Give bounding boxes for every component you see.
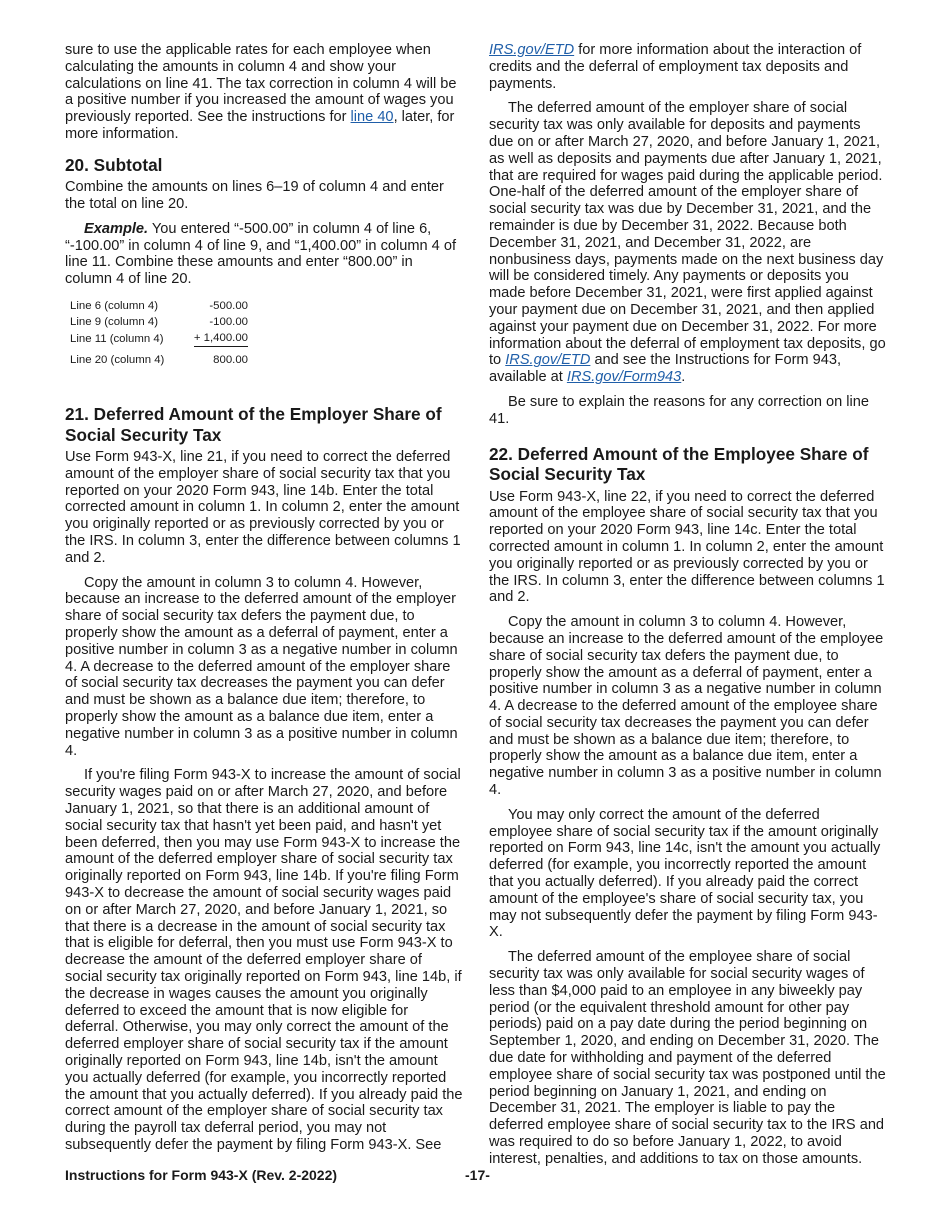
calc-label: Line 6 (column 4) <box>70 300 159 313</box>
deferred-text-end: . <box>681 369 686 386</box>
deferred-text-mid: and see the Instructions for Form 943, available at <box>489 352 842 386</box>
calc-row <box>70 314 248 330</box>
calc-total-row <box>70 348 248 368</box>
intro-text-end: , later, for more information. <box>65 109 455 142</box>
calc-label: Line 11 (column 4) <box>70 333 164 346</box>
heading-21-employer-share: 21. Deferred Amount of the Employer Share of Social Security Tax <box>65 404 442 445</box>
calc-value: 800.00 <box>213 354 248 367</box>
left-column <box>65 42 463 1162</box>
continued-text: for more information about the interaction of credits and the deferral of employment tax deposits and payments. <box>489 42 862 92</box>
line-22-paragraph-2: Copy the amount in column 3 to column 4. However, because an increase to the deferred amount of the employee share of social security tax defers the payment due, to properly show the amount as a deferral of payment, enter a positive number in column 3 as a negative number in column 4. A decrease to the deferred amount of the employee share of social security tax decreases the payment you can defer and must be shown as a balance due item; therefore, to properly show the amount as a balance due item, enter a negative number in column 3 as a positive number in column 4. <box>489 614 884 799</box>
heading-20-subtotal: 20. Subtotal <box>65 154 163 175</box>
line-22-paragraph-1: Use Form 943-X, line 22, if you need to correct the deferred amount of the employee share of social security tax that you reported on your 2020 Form 943, line 14c. Enter the total corrected amount in column 1. In column 2, enter the amount you originally reported or as previously corrected by you or the IRS. In column 3, enter the difference between columns 1 and 2. <box>489 488 885 606</box>
intro-text: sure to use the applicable rates for each employee when calculating the amounts in column 4 and show your calculations on line 41. The tax correction in column 4 will be a positive number if you increased the amount of wages you previously reported. See the instructions for <box>65 42 457 126</box>
deferred-paragraph <box>489 100 887 386</box>
calc-label: Line 9 (column 4) <box>70 316 159 329</box>
line-40-link[interactable]: line 40 <box>350 109 394 126</box>
intro-paragraph <box>65 42 463 143</box>
calc-value: -100.00 <box>209 316 248 329</box>
page-number: -17- <box>465 1167 490 1183</box>
line-21-paragraph-2: Copy the amount in column 3 to column 4. However, because an increase to the deferred amount of the employer share of social security tax defers the payment due, to properly show the amount as a deferral of payment, enter a positive number in column 3 as a negative number in column 4. A decrease to the deferred amount of the employer share of social security tax decreases the payment you can defer and must be shown as a balance due item; therefore, to properly show the amount as a balance due item, enter a negative number in column 3 as a positive number in column 4. <box>65 574 458 759</box>
footer-form-label: Instructions for Form 943-X (Rev. 2-2022) <box>65 1167 338 1183</box>
calc-row <box>70 330 248 348</box>
line-22-paragraph-3: You may only correct the amount of the deferred employee share of social security tax if the amount originally reported on Form 943, line 14c, isn't the amount you actually deferred (for example, you incorrectly reported the amount that you actually deferred). If you already paid the correct amount of the employee's share of social security tax, you may not subsequently defer the payment by filing Form 943-X. <box>489 806 881 941</box>
example-label: Example. <box>84 220 149 237</box>
irs-etd-link[interactable]: IRS.gov/ETD <box>505 352 591 369</box>
right-column <box>489 42 887 1176</box>
line-22-paragraph-4: The deferred amount of the employee share of social security tax was only available for social security wages of less than $4,000 paid to an employee in any biweekly pay period (or the equivalent threshold amount for other pay periods) paid on a pay date during the period beginning on September 1, 2020, and ending on December 31, 2020. The due date for withholding and payment of the deferred employee share of social security tax was postponed until the period beginning on January 1, 2021, and ending on December 31, 2021. The employer is liable to pay the deferred employee share of social security tax to the IRS and was required to do so before January 1, 2022, to avoid interest, penalties, and additions to tax on those amounts. <box>489 949 886 1167</box>
irs-form943-link[interactable]: IRS.gov/Form943 <box>566 369 682 386</box>
example-paragraph <box>65 221 463 288</box>
heading-22-employee-share: 22. Deferred Amount of the Employee Share of Social Security Tax <box>489 443 869 485</box>
line-21-paragraph-3: If you're filing Form 943-X to increase the amount of social security wages paid on or after March 27, 2020, and before January 1, 2021, so that there is an additional amount of social security tax that hasn't yet been paid, and hasn't yet been deferred, then you may use Form 943-X to increase the amount of the deferred employer share of social security tax originally reported on Form 943, line 14b. If you're filing Form 943-X to decrease the amount of social security wages paid on or after March 27, 2020, and before January 1, 2021, so that there is a decrease in the amount of social security tax that is eligible for deferral, then you must use Form 943-X to decrease the amount of the deferred employer share of social security tax originally reported on Form 943, line 14b, if the decrease in wages causes the amount you originally deferred to exceed the amount that is now eligible for deferral. Otherwise, you may only correct the amount of the deferred employer share of social security tax if the amount originally reported on Form 943, line 14b, isn't the amount you actually deferred (for example, you incorrectly reported the amount that you actually deferred). If you already paid the correct amount of the employer share of social security tax during the payroll tax deferral period, you may not subsequently defer the payment by filing Form 943-X. See <box>65 767 463 1153</box>
explain-paragraph: Be sure to explain the reasons for any correction on line 41. <box>489 393 869 427</box>
calculation-table <box>70 298 248 368</box>
calc-value-cell <box>184 330 248 348</box>
irs-etd-link[interactable]: IRS.gov/ETD <box>489 42 575 58</box>
subtotal-paragraph: Combine the amounts on lines 6–19 of column 4 and enter the total on line 20. <box>65 179 444 213</box>
deferred-text: The deferred amount of the employer share of social security tax was only available for deposits and payments due on or after March 27, 2020, and before January 1, 2021, as well as deposits and payments due after January 1, 2021, that are required for wages paid during the applicable period. One-half of the deferred amount of the employer share of social security tax was due by December 31, 2021, and the remainder is due by December 31, 2022. Because both December 31, 2021, and December 31, 2022, are nonbusiness days, payments made on the next business day will be considered timely. Any payments or deposits you made before December 31, 2021, were first applied against your payment due on December 31, 2021, and then applied against your payment due on December 31, 2022. For more information about the deferral of employment tax deposits, go to <box>489 100 886 369</box>
calc-label: Line 20 (column 4) <box>70 354 165 367</box>
example-text: You entered “-500.00” in column 4 of line 6, “-100.00” in column 4 of line 9, and “1,400.00” in column 4 of line 11. Combine these amounts and enter “800.00” in column 4 of line 20. <box>65 220 457 288</box>
continued-paragraph <box>489 42 887 92</box>
calc-row <box>70 298 248 314</box>
line-21-paragraph-1: Use Form 943-X, line 21, if you need to correct the deferred amount of the employer share of social security tax that you reported on your 2020 Form 943, line 14b. Enter the total corrected amount in column 1. In column 2, enter the amount you originally reported or as previously corrected by you or the IRS. In column 3, enter the difference between columns 1 and 2. <box>65 449 461 566</box>
calc-value: + 1,400.00 <box>194 331 248 347</box>
calc-value: -500.00 <box>209 300 248 313</box>
